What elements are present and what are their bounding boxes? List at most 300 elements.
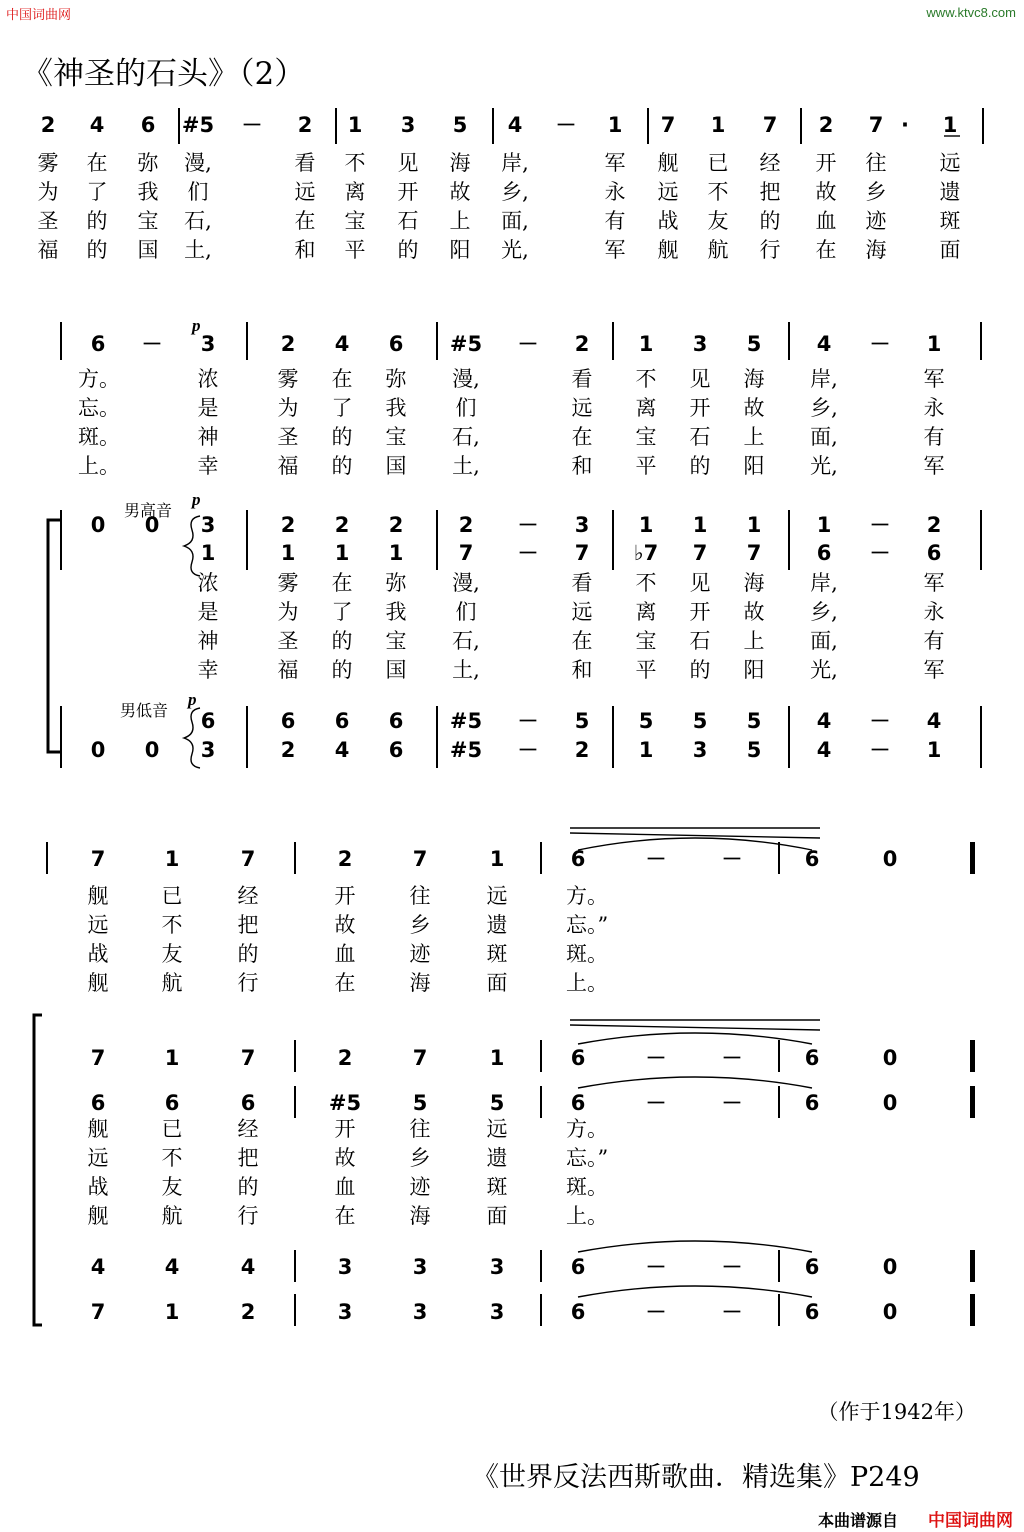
tenor-note: 2 — [280, 513, 296, 537]
lyric-syllable: 面 — [486, 971, 508, 995]
lyric-syllable: 宝 — [137, 209, 159, 233]
lyric-syllable: 方。 — [566, 884, 608, 908]
lyric-syllable: 海 — [743, 571, 765, 595]
jianpu-note: 1 — [638, 332, 654, 356]
lyric-syllable: 行 — [237, 1204, 259, 1228]
lyric-syllable: 有 — [604, 209, 626, 233]
jianpu-note: 4 — [89, 113, 105, 137]
bass-note: 3 — [337, 1300, 353, 1324]
lyric-syllable: 的 — [86, 238, 108, 262]
lyric-syllable: 舰 — [87, 1117, 109, 1141]
bass-note: 2 — [280, 738, 296, 762]
lyric-syllable: 方。 — [566, 1117, 608, 1141]
tenor-note: 1 — [334, 541, 350, 565]
lyric-syllable: 远 — [939, 151, 961, 175]
lyric-syllable: 故 — [449, 180, 471, 204]
tenor-note: － — [517, 541, 539, 565]
lyric-syllable: 我 — [385, 396, 407, 420]
lyric-syllable: 上 — [743, 425, 765, 449]
brace-tenor — [184, 516, 200, 576]
lyric-syllable: 上。 — [566, 971, 608, 995]
lyric-syllable: 不 — [635, 367, 657, 391]
lyric-syllable: 乡, — [810, 396, 838, 420]
jianpu-note: 1 — [942, 113, 958, 137]
bass-note: 4 — [926, 709, 942, 733]
lyric-syllable: 经 — [759, 151, 781, 175]
lyric-syllable: 和 — [571, 658, 593, 682]
lyric-syllable: 和 — [571, 454, 593, 478]
dynamic-mark: p — [188, 690, 197, 709]
voice-label-tenor: 男高音 — [124, 501, 173, 520]
lyric-syllable: 见 — [689, 571, 711, 595]
bass-note: 5 — [638, 709, 654, 733]
jianpu-note: 5 — [452, 113, 468, 137]
lyric-syllable: 阳 — [449, 238, 471, 262]
lyric-syllable: 宝 — [635, 425, 657, 449]
lyric-syllable: 面, — [810, 629, 838, 653]
jianpu-note: 7 — [240, 847, 256, 871]
lyric-syllable: 石 — [689, 425, 711, 449]
lyric-syllable: 岸, — [810, 367, 838, 391]
jianpu-note: 2 — [280, 332, 296, 356]
jianpu-note: 1 — [164, 847, 180, 871]
lyric-syllable: 了 — [331, 396, 353, 420]
bass-note: 2 — [574, 738, 590, 762]
lyric-syllable: 有 — [923, 425, 945, 449]
tenor-note: － — [645, 1046, 667, 1070]
jianpu-note: － — [241, 113, 263, 137]
lyric-syllable: 国 — [137, 238, 159, 262]
lyric-syllable: 乡, — [810, 600, 838, 624]
jianpu-note: 6 — [388, 332, 404, 356]
tenor-note: 1 — [200, 541, 216, 565]
lyric-syllable: 故 — [334, 1146, 356, 1170]
tie-s3-melody — [578, 838, 812, 850]
lyric-syllable: 为 — [277, 396, 299, 420]
lyric-syllable: 血 — [815, 209, 837, 233]
jianpu-note: #5 — [449, 332, 483, 356]
tenor-note: 2 — [458, 513, 474, 537]
lyric-syllable: 航 — [161, 1204, 183, 1228]
bass-note: 1 — [164, 1300, 180, 1324]
bass-note: 5 — [692, 709, 708, 733]
lyric-syllable: 把 — [237, 913, 259, 937]
lyric-syllable: 把 — [237, 1146, 259, 1170]
lyric-syllable: 斑 — [486, 1175, 508, 1199]
tenor-note: 1 — [489, 1046, 505, 1070]
lyric-syllable: 军 — [923, 454, 945, 478]
jianpu-note: 2 — [818, 113, 834, 137]
tenor-note: 1 — [164, 1046, 180, 1070]
lyric-syllable: 海 — [409, 1204, 431, 1228]
lyric-syllable: 神 — [197, 629, 219, 653]
jianpu-note: 2 — [337, 847, 353, 871]
lyric-syllable: 血 — [334, 942, 356, 966]
bass-note: － — [645, 1300, 667, 1324]
lyric-syllable: 阳 — [743, 454, 765, 478]
lyric-syllable: 把 — [759, 180, 781, 204]
tenor-note: 1 — [746, 513, 762, 537]
lyric-syllable: 见 — [689, 367, 711, 391]
jianpu-note: 1 — [347, 113, 363, 137]
lyric-syllable: 海 — [409, 971, 431, 995]
tenor-note: 0 — [882, 1046, 898, 1070]
lyric-syllable: 石, — [452, 425, 480, 449]
lyric-syllable: 永 — [923, 600, 945, 624]
lyric-syllable: 阳 — [743, 658, 765, 682]
jianpu-note: 7 — [90, 847, 106, 871]
lyric-syllable: 军 — [604, 151, 626, 175]
tenor-note: 1 — [692, 513, 708, 537]
bass-note: 4 — [816, 709, 832, 733]
lyric-syllable: 面 — [486, 1204, 508, 1228]
jianpu-note: · — [901, 113, 909, 137]
bass-note: 3 — [489, 1255, 505, 1279]
tenor-note: 0 — [882, 1091, 898, 1115]
lyric-syllable: 为 — [37, 180, 59, 204]
lyric-syllable: 战 — [87, 1175, 109, 1199]
lyric-syllable: 永 — [923, 396, 945, 420]
tenor-note: 2 — [337, 1046, 353, 1070]
lyric-syllable: 看 — [571, 571, 593, 595]
tenor-note: 7 — [412, 1046, 428, 1070]
lyric-syllable: 海 — [449, 151, 471, 175]
tenor-note: 0 — [144, 513, 160, 537]
lyric-syllable: 在 — [571, 425, 593, 449]
lyric-syllable: 往 — [409, 884, 431, 908]
bass-note: 3 — [692, 738, 708, 762]
lyric-syllable: 远 — [294, 180, 316, 204]
lyric-syllable: 在 — [334, 971, 356, 995]
tenor-note: 6 — [90, 1091, 106, 1115]
lyric-syllable: 在 — [331, 367, 353, 391]
tenor-note: 2 — [334, 513, 350, 537]
lyric-syllable: 漫, — [452, 367, 480, 391]
tenor-note: 7 — [458, 541, 474, 565]
tenor-note: 1 — [388, 541, 404, 565]
bass-note: 0 — [144, 738, 160, 762]
jianpu-note: 6 — [90, 332, 106, 356]
lyric-syllable: 平 — [635, 454, 657, 478]
tenor-note: 6 — [164, 1091, 180, 1115]
lyric-syllable: 远 — [571, 600, 593, 624]
lyric-syllable: 友 — [161, 942, 183, 966]
lyric-syllable: 们 — [455, 600, 477, 624]
tenor-note: 7 — [574, 541, 590, 565]
lyric-syllable: 不 — [635, 571, 657, 595]
jianpu-note: － — [645, 847, 667, 871]
tenor-note: #5 — [328, 1091, 362, 1115]
bass-note: 4 — [164, 1255, 180, 1279]
jianpu-note: 6 — [570, 847, 586, 871]
jianpu-note: 6 — [140, 113, 156, 137]
jianpu-note: 2 — [40, 113, 56, 137]
tie-s3-tenor1 — [578, 1033, 812, 1044]
tenor-note: － — [517, 513, 539, 537]
bass-note: － — [721, 1255, 743, 1279]
bass-note: 5 — [746, 738, 762, 762]
lyric-syllable: 的 — [237, 1175, 259, 1199]
lyric-syllable: 土, — [452, 454, 480, 478]
lyric-syllable: 是 — [197, 396, 219, 420]
jianpu-note: 5 — [746, 332, 762, 356]
crescendo-line — [570, 833, 820, 838]
lyric-syllable: 弥 — [137, 151, 159, 175]
lyric-syllable: 为 — [277, 600, 299, 624]
jianpu-note: 1 — [489, 847, 505, 871]
lyric-syllable: 上。 — [78, 454, 120, 478]
watermark-left[interactable]: 中国词曲网 — [6, 8, 72, 23]
lyric-syllable: 舰 — [87, 971, 109, 995]
lyric-syllable: 往 — [865, 151, 887, 175]
lyric-syllable: 舰 — [657, 151, 679, 175]
lyric-syllable: 雾 — [277, 571, 299, 595]
jianpu-note: 2 — [297, 113, 313, 137]
lyric-syllable: 雾 — [277, 367, 299, 391]
lyric-syllable: 石, — [184, 209, 212, 233]
lyric-syllable: 在 — [331, 571, 353, 595]
tenor-note: － — [869, 513, 891, 537]
lyric-syllable: 国 — [385, 658, 407, 682]
lyric-syllable: 经 — [237, 1117, 259, 1141]
lyric-syllable: 在 — [571, 629, 593, 653]
bass-note: 6 — [388, 709, 404, 733]
lyric-syllable: 方。 — [78, 367, 120, 391]
watermark-right[interactable]: www.ktvc8.com — [926, 5, 1016, 20]
lyric-syllable: 土, — [452, 658, 480, 682]
lyric-syllable: 遗 — [939, 180, 961, 204]
lyric-syllable: 的 — [237, 942, 259, 966]
tenor-note: 7 — [90, 1046, 106, 1070]
tenor-note: 7 — [692, 541, 708, 565]
jianpu-note: #5 — [181, 113, 215, 137]
lyric-syllable: 经 — [237, 884, 259, 908]
lyric-syllable: 幸 — [197, 658, 219, 682]
lyric-syllable: 军 — [923, 658, 945, 682]
bass-note: 0 — [882, 1255, 898, 1279]
lyric-syllable: 忘。 — [78, 396, 120, 420]
jianpu-note: 3 — [692, 332, 708, 356]
jianpu-note: 7 — [762, 113, 778, 137]
bass-note: 6 — [200, 709, 216, 733]
lyric-syllable: 面, — [501, 209, 529, 233]
lyric-syllable: 圣 — [277, 425, 299, 449]
bass-note: － — [869, 738, 891, 762]
lyric-syllable: 面, — [810, 425, 838, 449]
bass-note: 2 — [240, 1300, 256, 1324]
lyric-syllable: 漫, — [184, 151, 212, 175]
lyric-syllable: 福 — [277, 454, 299, 478]
bass-note: #5 — [449, 738, 483, 762]
lyric-syllable: 远 — [657, 180, 679, 204]
lyric-syllable: 的 — [86, 209, 108, 233]
lyric-syllable: 了 — [331, 600, 353, 624]
lyric-syllable: 岸, — [501, 151, 529, 175]
tenor-note: 2 — [388, 513, 404, 537]
lyric-syllable: 已 — [161, 884, 183, 908]
lyric-syllable: 了 — [86, 180, 108, 204]
lyric-syllable: 土, — [184, 238, 212, 262]
jianpu-note: 7 — [660, 113, 676, 137]
lyric-syllable: 在 — [334, 1204, 356, 1228]
tie-s3-bass1 — [578, 1241, 812, 1252]
bass-note: 1 — [926, 738, 942, 762]
tenor-note: － — [721, 1046, 743, 1070]
lyric-syllable: 遗 — [486, 913, 508, 937]
lyric-syllable: 光, — [501, 238, 529, 262]
voice-label-bass: 男低音 — [120, 701, 169, 720]
lyric-syllable: 永 — [604, 180, 626, 204]
lyric-syllable: 故 — [743, 396, 765, 420]
lyric-syllable: 平 — [635, 658, 657, 682]
composition-date: （作于1942年） — [817, 1400, 976, 1424]
lyric-syllable: 宝 — [385, 629, 407, 653]
lyric-syllable: 开 — [334, 884, 356, 908]
bass-note: － — [869, 709, 891, 733]
jianpu-note: 7 — [412, 847, 428, 871]
tenor-note: 6 — [804, 1091, 820, 1115]
lyric-syllable: 迹 — [865, 209, 887, 233]
jianpu-note: 4 — [816, 332, 832, 356]
lyric-syllable: 已 — [161, 1117, 183, 1141]
lyric-syllable: 军 — [923, 367, 945, 391]
lyric-syllable: 忘。” — [566, 1146, 609, 1170]
tenor-note: 6 — [816, 541, 832, 565]
lyric-syllable: 光, — [810, 658, 838, 682]
dynamic-mark: p — [192, 316, 201, 335]
jianpu-note: － — [141, 332, 163, 356]
lyric-syllable: 离 — [635, 600, 657, 624]
lyric-syllable: 血 — [334, 1175, 356, 1199]
lyric-syllable: 友 — [161, 1175, 183, 1199]
lyric-syllable: 弥 — [385, 367, 407, 391]
tenor-note: 6 — [570, 1091, 586, 1115]
lyric-syllable: 斑 — [486, 942, 508, 966]
lyric-syllable: 我 — [137, 180, 159, 204]
lyric-syllable: 上。 — [566, 1204, 608, 1228]
dynamic-mark: p — [192, 490, 201, 509]
lyric-syllable: 行 — [237, 971, 259, 995]
lyric-syllable: 的 — [689, 658, 711, 682]
lyric-syllable: 石 — [397, 209, 419, 233]
lyric-syllable: 已 — [707, 151, 729, 175]
lyric-syllable: 开 — [334, 1117, 356, 1141]
lyric-syllable: 遗 — [486, 1146, 508, 1170]
lyric-syllable: 乡 — [409, 1146, 431, 1170]
lyric-syllable: 远 — [571, 396, 593, 420]
lyric-syllable: 在 — [294, 209, 316, 233]
lyric-syllable: 是 — [197, 600, 219, 624]
tenor-note: － — [869, 541, 891, 565]
jianpu-note: 1 — [926, 332, 942, 356]
jianpu-note: 6 — [804, 847, 820, 871]
tie-s3-tenor2 — [578, 1077, 812, 1088]
bass-note: － — [517, 738, 539, 762]
jianpu-note: 3 — [200, 332, 216, 356]
song-title: 《神圣的石头》（2） — [22, 56, 306, 92]
lyric-syllable: 故 — [815, 180, 837, 204]
bass-note: #5 — [449, 709, 483, 733]
lyric-syllable: 幸 — [197, 454, 219, 478]
lyric-syllable: 离 — [635, 396, 657, 420]
bass-note: 6 — [570, 1300, 586, 1324]
lyric-syllable: 圣 — [277, 629, 299, 653]
bass-note: 4 — [90, 1255, 106, 1279]
lyric-syllable: 乡, — [501, 180, 529, 204]
lyric-syllable: 迹 — [409, 1175, 431, 1199]
jianpu-note: 7 — [868, 113, 884, 137]
tenor-note: － — [645, 1091, 667, 1115]
lyric-syllable: 开 — [689, 600, 711, 624]
brace-bass — [184, 708, 200, 768]
lyric-syllable: 的 — [397, 238, 419, 262]
lyric-syllable: 的 — [689, 454, 711, 478]
lyric-syllable: 海 — [865, 238, 887, 262]
lyric-syllable: 光, — [810, 454, 838, 478]
jianpu-note: 1 — [710, 113, 726, 137]
lyric-syllable: 的 — [759, 209, 781, 233]
tenor-note: 5 — [412, 1091, 428, 1115]
lyric-syllable: 舰 — [87, 884, 109, 908]
bass-note: 3 — [412, 1255, 428, 1279]
lyric-syllable: 舰 — [657, 238, 679, 262]
jianpu-note: － — [721, 847, 743, 871]
jianpu-note: 4 — [334, 332, 350, 356]
bass-note: － — [517, 709, 539, 733]
footer-site-link[interactable]: 中国词曲网 — [928, 1511, 1013, 1531]
lyric-syllable: 看 — [294, 151, 316, 175]
bass-note: 6 — [570, 1255, 586, 1279]
bass-note: 0 — [882, 1300, 898, 1324]
lyric-syllable: 航 — [707, 238, 729, 262]
bass-note: 6 — [334, 709, 350, 733]
bass-note: 5 — [574, 709, 590, 733]
lyric-syllable: 远 — [486, 1117, 508, 1141]
lyric-syllable: 宝 — [344, 209, 366, 233]
bass-note: － — [721, 1300, 743, 1324]
tenor-note: 1 — [280, 541, 296, 565]
lyric-syllable: 有 — [923, 629, 945, 653]
tenor-note: 6 — [570, 1046, 586, 1070]
tenor-note: 1 — [638, 513, 654, 537]
lyric-syllable: 福 — [37, 238, 59, 262]
bass-note: 6 — [280, 709, 296, 733]
tenor-note: 6 — [804, 1046, 820, 1070]
jianpu-note: － — [869, 332, 891, 356]
tenor-note: 7 — [746, 541, 762, 565]
lyric-syllable: 石, — [452, 629, 480, 653]
jianpu-note: 4 — [507, 113, 523, 137]
lyric-syllable: 斑。 — [566, 942, 608, 966]
lyric-syllable: 不 — [344, 151, 366, 175]
lyric-syllable: 离 — [344, 180, 366, 204]
tenor-note: 7 — [240, 1046, 256, 1070]
lyric-syllable: 开 — [397, 180, 419, 204]
lyric-syllable: 斑 — [939, 209, 961, 233]
lyric-syllable: 行 — [759, 238, 781, 262]
lyric-syllable: 的 — [331, 629, 353, 653]
lyric-syllable: 面 — [939, 238, 961, 262]
lyric-syllable: 不 — [161, 1146, 183, 1170]
lyric-syllable: 的 — [331, 425, 353, 449]
bass-note: 3 — [412, 1300, 428, 1324]
lyric-syllable: 神 — [197, 425, 219, 449]
lyric-syllable: 不 — [161, 913, 183, 937]
bass-note: 3 — [200, 738, 216, 762]
bass-note: 1 — [638, 738, 654, 762]
bass-note: － — [645, 1255, 667, 1279]
lyric-syllable: 福 — [277, 658, 299, 682]
